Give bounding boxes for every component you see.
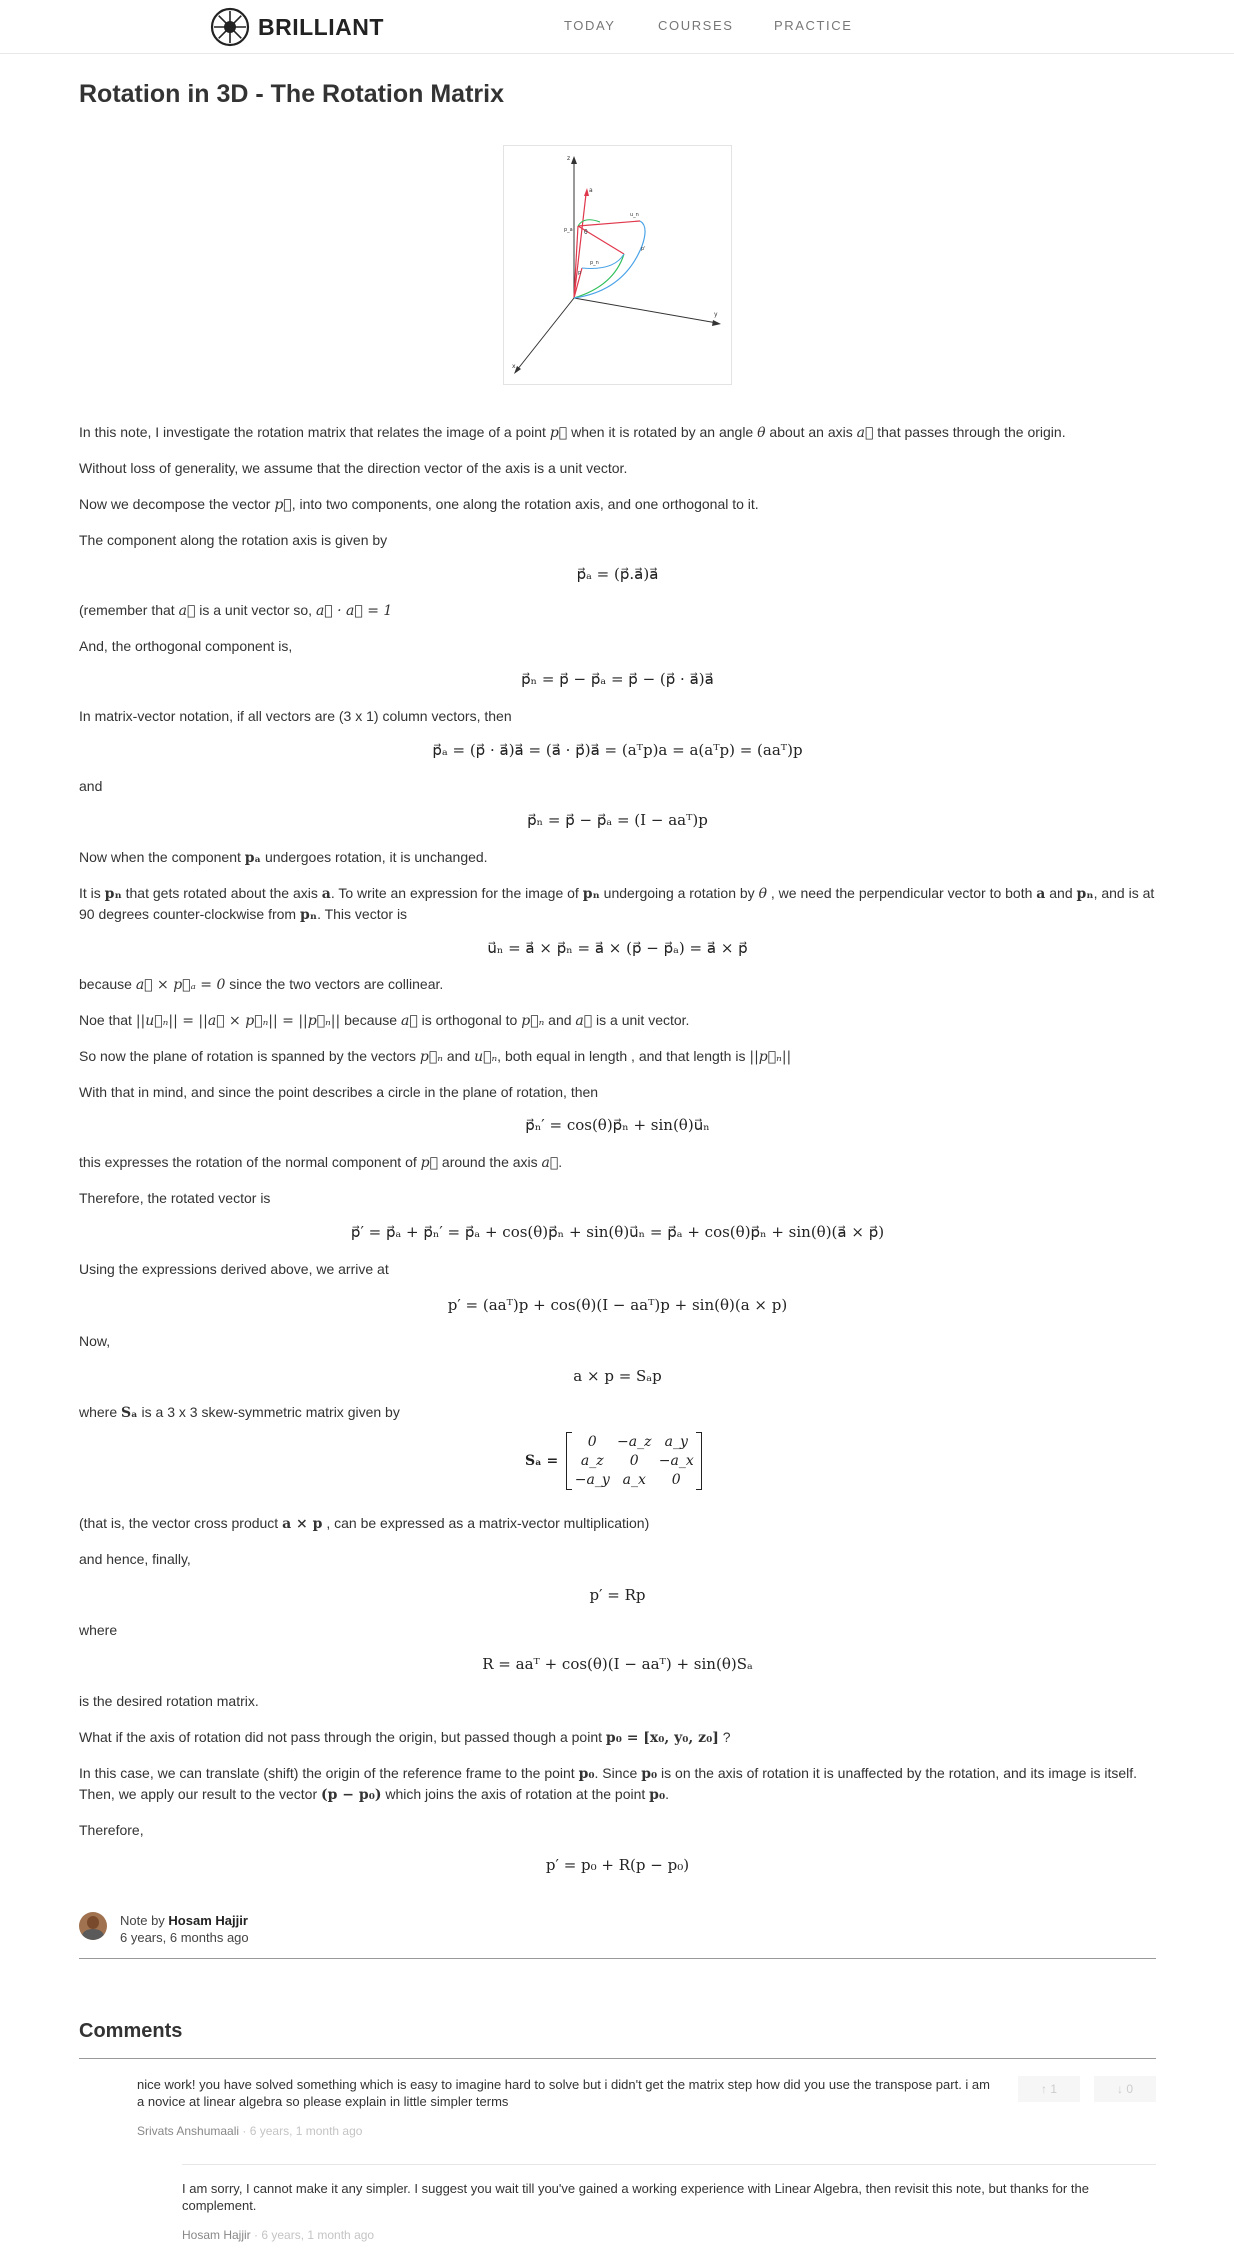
axis-label-y: y [714, 311, 718, 318]
paragraph: and hence, finally, [79, 1551, 191, 1567]
matrix-cell: 0 [587, 1434, 597, 1450]
figure-label-pprime: p' [641, 246, 646, 252]
axis-label-x: x [512, 363, 516, 370]
paragraph: It is pₙ that gets rotated about the axis a. To write an expression for the image of pₙ undergoing a rotation by θ , we need the perpendicular vector to both a and pₙ, and is at 90 degrees counter-clockwise from pₙ. This vector is [79, 885, 1155, 923]
avatar[interactable] [79, 1912, 107, 1940]
comment-text: nice work! you have solved something which is easy to imagine hard to solve but i didn't get the matrix step how did you use the transpose part. i am a novice at linear algebra so please explain in little simpler terms [137, 2077, 990, 2109]
comment-meta [137, 2124, 362, 2138]
downvote-button[interactable]: ↓ 0 [1094, 2076, 1156, 2102]
paragraph: In this case, we can translate (shift) the origin of the reference frame to the point p₀. Since p₀ is on the axis of rotation it is unaffected by the rotation, and its image is itself. Then, we apply our result to the vector (p − p₀) which joins the axis of rotation at the point p₀. [79, 1765, 1138, 1803]
paragraph: (remember that a⃗ is a unit vector so, a⃗ · a⃗ = 1 [79, 602, 393, 619]
equation: p′ = (aaᵀ)p + cos(θ)(I − aaᵀ)p + sin(θ)(a × p) [447, 1296, 788, 1314]
axis-label-z: z [567, 155, 571, 162]
paragraph: Now we decompose the vector p⃗, into two components, one along the rotation axis, and one orthogonal to it. [79, 496, 759, 513]
author-prefix: Note by [120, 1913, 169, 1928]
divider [79, 1958, 1156, 1959]
comment-time[interactable]: · 6 years, 1 month ago [250, 2228, 375, 2242]
paragraph: (that is, the vector cross product a × p , can be expressed as a matrix-vector multiplication) [79, 1515, 650, 1532]
matrix-cell: 0 [671, 1472, 681, 1488]
matrix-cell: −a_z [617, 1434, 652, 1450]
equation: a × p = Sₐp [573, 1367, 662, 1385]
paragraph: where Sₐ is a 3 x 3 skew-symmetric matrix given by [79, 1404, 400, 1421]
author-meta [120, 1912, 249, 1946]
note-timestamp: 6 years, 6 months ago [120, 1930, 249, 1945]
matrix-cell: a_x [622, 1472, 646, 1488]
figure-label-theta: θ [584, 229, 588, 236]
figure-label-p: p [578, 270, 582, 276]
note-author [79, 1912, 249, 1946]
equation: p′ = Rp [589, 1586, 646, 1604]
matrix-cell: 0 [629, 1453, 639, 1469]
paragraph: In this note, I investigate the rotation matrix that relates the image of a point p⃗ when it is rotated by an angle θ about an axis a⃗ that passes through the origin. [79, 424, 1066, 441]
brilliant-logo[interactable] [210, 7, 384, 47]
paragraph: What if the axis of rotation did not pass through the origin, but passed though a point p₀ = [x₀, y₀, z₀] ? [79, 1729, 731, 1746]
figure-label-un: u_n [630, 212, 639, 218]
skew-symmetric-matrix [525, 1432, 702, 1490]
comment-text: I am sorry, I cannot make it any simpler. I suggest you wait till you've gained a working experience with Linear Algebra, then revisit this note, but thanks for the complement. [182, 2181, 1089, 2213]
paragraph: With that in mind, and since the point describes a circle in the plane of rotation, then [79, 1084, 599, 1100]
paragraph: this expresses the rotation of the normal component of p⃗ around the axis a⃗. [79, 1154, 563, 1171]
paragraph: Therefore, [79, 1822, 144, 1838]
upvote-button[interactable]: ↑ 1 [1018, 2076, 1080, 2102]
page-title: Rotation in 3D - The Rotation Matrix [79, 80, 504, 108]
paragraph: In matrix-vector notation, if all vectors are (3 x 1) column vectors, then [79, 708, 512, 724]
paragraph: Now, [79, 1333, 111, 1349]
matrix-cell: a_z [580, 1453, 604, 1469]
paragraph: where [79, 1622, 118, 1638]
paragraph: Therefore, the rotated vector is [79, 1190, 271, 1206]
equation: p⃗ₐ = (p⃗ · a⃗)a⃗ = (a⃗ · p⃗)a⃗ = (aᵀp)a = a(aᵀp) = (aaᵀ)p [432, 741, 803, 759]
paragraph: is the desired rotation matrix. [79, 1693, 259, 1709]
divider [182, 2164, 1156, 2165]
matrix-cell: −a_y [574, 1472, 610, 1488]
top-navigation-bar [0, 0, 1234, 54]
brand-name: BRILLIANT [258, 13, 384, 40]
nav-practice[interactable]: PRACTICE [774, 18, 853, 33]
figure-label-pn: p_n [590, 260, 599, 266]
matrix-lhs: Sₐ = [525, 1453, 559, 1469]
paragraph: Without loss of generality, we assume that the direction vector of the axis is a unit vector. [79, 460, 628, 476]
comment-author[interactable]: Hosam Hajjir [182, 2228, 251, 2242]
paragraph: Noe that ||u⃗ₙ|| = ||a⃗ × p⃗ₙ|| = ||p⃗ₙ|| because a⃗ is orthogonal to p⃗ₙ and a⃗ is a unit vector. [79, 1012, 690, 1029]
equation: p⃗′ = p⃗ₐ + p⃗ₙ′ = p⃗ₐ + cos(θ)p⃗ₙ + sin(θ)u⃗ₙ = p⃗ₐ + cos(θ)p⃗ₙ + sin(θ)(a⃗ × p⃗) [350, 1223, 885, 1241]
author-name[interactable]: Hosam Hajjir [168, 1913, 248, 1928]
paragraph: Using the expressions derived above, we arrive at [79, 1261, 389, 1277]
comment-author[interactable]: Srivats Anshumaali [137, 2124, 240, 2138]
rotation-diagram-svg [504, 146, 733, 386]
equation: p⃗ₙ = p⃗ − p⃗ₐ = (I − aaᵀ)p [527, 811, 708, 829]
figure-label-pa: p_a [564, 227, 573, 233]
comment-time[interactable]: · 6 years, 1 month ago [239, 2124, 363, 2138]
equation: R = aaᵀ + cos(θ)(I − aaᵀ) + sin(θ)Sₐ [482, 1655, 753, 1673]
equation: p⃗ₙ′ = cos(θ)p⃗ₙ + sin(θ)u⃗ₙ [525, 1116, 710, 1134]
equation: p⃗ₐ = (p⃗.a⃗)a⃗ [576, 565, 659, 583]
paragraph: The component along the rotation axis is given by [79, 532, 388, 548]
equation: p′ = p₀ + R(p − p₀) [545, 1856, 690, 1874]
paragraph: So now the plane of rotation is spanned by the vectors p⃗ₙ and u⃗ₙ, both equal in length , and that length is ||p⃗ₙ|| [79, 1048, 792, 1065]
paragraph: Now when the component pₐ undergoes rotation, it is unchanged. [79, 849, 488, 866]
brilliant-logo-icon [210, 7, 250, 47]
rotation-diagram [503, 145, 732, 385]
comment-meta [182, 2228, 374, 2242]
figure-label-a: a [589, 187, 593, 194]
equation: p⃗ₙ = p⃗ − p⃗ₐ = p⃗ − (p⃗ · a⃗)a⃗ [521, 670, 714, 688]
divider [79, 2058, 1156, 2059]
matrix-grid [566, 1432, 702, 1490]
paragraph: and [79, 778, 103, 794]
matrix-cell: −a_x [658, 1453, 694, 1469]
comments-heading: Comments [79, 2020, 183, 2042]
nav-today[interactable]: TODAY [564, 18, 616, 33]
paragraph: because a⃗ × p⃗ₐ = 0 since the two vectors are collinear. [79, 976, 444, 993]
equation: u⃗ₙ = a⃗ × p⃗ₙ = a⃗ × (p⃗ − p⃗ₐ) = a⃗ × p⃗ [487, 939, 748, 957]
matrix-cell: a_y [664, 1434, 688, 1450]
paragraph: And, the orthogonal component is, [79, 638, 293, 654]
nav-courses[interactable]: COURSES [658, 18, 734, 33]
